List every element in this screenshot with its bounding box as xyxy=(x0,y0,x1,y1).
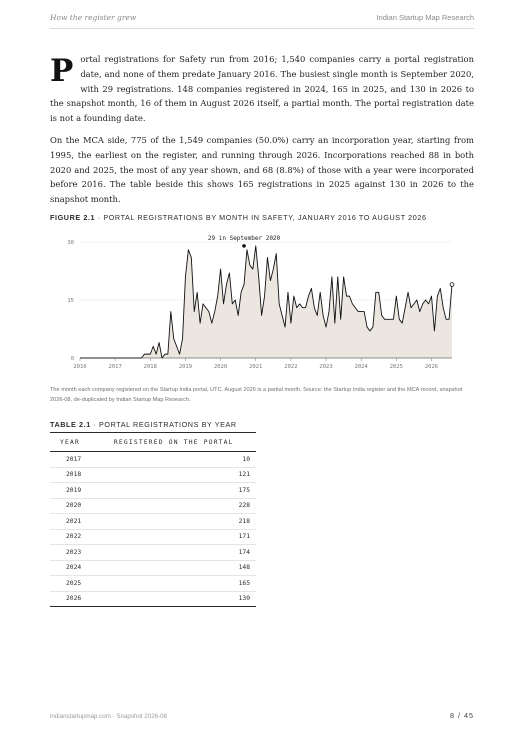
current-page: 8 xyxy=(450,711,455,720)
table-row xyxy=(50,560,256,576)
table-caption xyxy=(50,420,237,429)
x-tick-label: 2017 xyxy=(108,364,122,370)
peak-annotation: 29 in September 2020 xyxy=(207,234,281,242)
table-row xyxy=(50,576,256,592)
column-header-year: YEAR xyxy=(50,433,86,452)
year-cell: 2025 xyxy=(50,576,86,592)
intro-paragraph-1 xyxy=(50,52,474,126)
table-row xyxy=(50,529,256,545)
publication-name: Indian Startup Map Research xyxy=(376,13,474,22)
registrations-chart xyxy=(50,228,474,378)
table-row xyxy=(50,545,256,561)
x-tick-label: 2026 xyxy=(424,364,439,370)
last-point-marker xyxy=(450,283,454,287)
peak-marker xyxy=(242,244,246,248)
table-row xyxy=(50,514,256,530)
table-separator: · xyxy=(90,420,99,429)
page-footer xyxy=(50,711,474,720)
drop-cap: P xyxy=(50,53,74,89)
intro-paragraph-2: On the MCA side, 775 of the 1,549 companies (50.0%) carry an incorporation year, starting from 1995, the earliest on the register, and running through 2026. Incorporations reached 88 in both 2020 and 2025, the most of any year shown, and 68 (8.8%) of those with a year were incorporated before 2016. The table beside this shows 165 registrations in 2025 against 130 in 2026 to the snapshot month. xyxy=(50,135,474,205)
table-row xyxy=(50,591,256,607)
table-row xyxy=(50,498,256,514)
x-tick-label: 2025 xyxy=(389,364,403,370)
year-cell: 2019 xyxy=(50,483,86,499)
running-header xyxy=(50,13,474,29)
table-row xyxy=(50,483,256,499)
x-tick-label: 2024 xyxy=(354,364,368,370)
x-tick-label: 2018 xyxy=(143,364,157,370)
year-cell: 2018 xyxy=(50,467,86,483)
total-pages: 45 xyxy=(464,711,474,720)
x-tick-label: 2021 xyxy=(249,364,263,370)
table-title: PORTAL REGISTRATIONS BY YEAR xyxy=(99,420,237,429)
count-cell: 218 xyxy=(86,514,256,530)
section-title: How the register grew xyxy=(50,13,137,22)
table-number: TABLE 2.1 xyxy=(50,420,91,429)
page-separator: / xyxy=(458,711,461,720)
intro-paragraph-1-text: ortal registrations for Safety run from 2016; 1,540 companies carry a portal registration date, and none of them predate January 2016. The busiest single month is September 2020, with 29 registrations. 148 companies registered in 2024, 165 in 2025, and 130 in 2026 to the snapshot month, 16 of them in August 2026 itself, a partial month. The portal registration date is not a founding date. xyxy=(50,54,474,124)
x-tick-label: 2019 xyxy=(178,364,193,370)
y-tick-label: 15 xyxy=(67,298,74,304)
count-cell: 174 xyxy=(86,545,256,561)
table-header-row xyxy=(50,433,256,452)
figure-caption xyxy=(50,213,474,222)
year-cell: 2020 xyxy=(50,498,86,514)
count-cell: 148 xyxy=(86,560,256,576)
page-number xyxy=(450,711,474,720)
x-tick-label: 2022 xyxy=(284,364,298,370)
table-row xyxy=(50,467,256,483)
x-tick-label: 2016 xyxy=(73,364,87,370)
footer-source: indianstartupmap.com · Snapshot 2026-08 xyxy=(50,713,167,720)
series-area xyxy=(80,246,452,358)
count-cell: 171 xyxy=(86,529,256,545)
y-tick-label: 30 xyxy=(67,240,74,246)
x-tick-label: 2023 xyxy=(319,364,333,370)
figure-number: FIGURE 2.1 xyxy=(50,213,96,222)
y-tick-label: 0 xyxy=(70,356,74,362)
year-cell: 2022 xyxy=(50,529,86,545)
count-cell: 10 xyxy=(86,452,256,468)
figure-separator: · xyxy=(95,213,104,222)
figure-note: The month each company registered on the Startup India portal, UTC. August 2026 is a partial month. Source: the Startup India register and the MCA record, snapshot 2026-08, de-duplicated by Indian Startup Map Research. xyxy=(50,387,463,403)
year-cell: 2026 xyxy=(50,591,86,607)
count-cell: 130 xyxy=(86,591,256,607)
column-header-registered: REGISTERED ON THE PORTAL xyxy=(86,433,256,452)
registrations-table xyxy=(50,432,256,607)
count-cell: 121 xyxy=(86,467,256,483)
year-cell: 2024 xyxy=(50,560,86,576)
year-cell: 2023 xyxy=(50,545,86,561)
year-cell: 2017 xyxy=(50,452,86,468)
count-cell: 165 xyxy=(86,576,256,592)
table-row xyxy=(50,452,256,468)
year-cell: 2021 xyxy=(50,514,86,530)
count-cell: 228 xyxy=(86,498,256,514)
count-cell: 175 xyxy=(86,483,256,499)
x-tick-label: 2020 xyxy=(213,364,228,370)
figure-title: PORTAL REGISTRATIONS BY MONTH IN SAFETY, JANUARY 2016 TO AUGUST 2026 xyxy=(103,213,427,222)
